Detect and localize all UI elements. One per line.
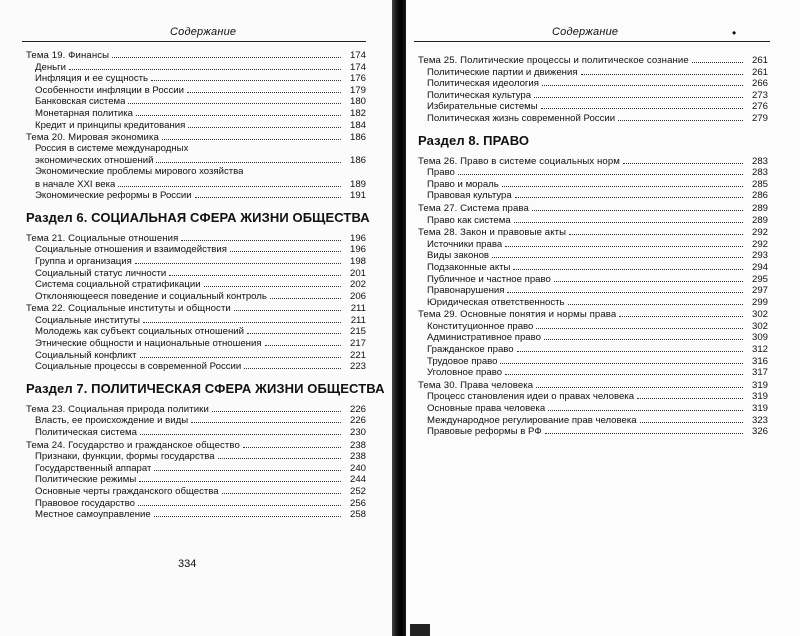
- toc-list: [418, 53, 768, 437]
- entry-title: Тема 25. Политические процессы и политическое сознание: [418, 55, 689, 66]
- entry-title: Источники права: [427, 238, 503, 250]
- toc-subentry: [418, 343, 768, 355]
- entry-page-number: 217: [349, 338, 366, 350]
- entry-page-number: 230: [349, 427, 366, 439]
- dot-leader: [500, 355, 743, 364]
- toc-subentry: [26, 154, 366, 166]
- toc-topic-entry: [418, 308, 768, 320]
- toc-list: [26, 48, 385, 521]
- entry-page-number: 226: [349, 415, 366, 427]
- toc-subentry: [418, 66, 768, 78]
- entry-page-number: 196: [349, 244, 366, 256]
- dot-leader: [492, 249, 743, 258]
- dot-leader: [536, 379, 743, 388]
- entry-page-number: 211: [350, 314, 366, 326]
- toc-subentry: [26, 485, 366, 497]
- page-number: 334: [178, 558, 197, 570]
- entry-page-number: 186: [349, 132, 366, 144]
- dot-leader: [532, 202, 743, 211]
- toc-topic-entry: [26, 49, 366, 61]
- dot-leader: [505, 366, 743, 375]
- toc-subentry: [26, 61, 366, 73]
- entry-title: Административное право: [427, 332, 541, 344]
- toc-subentry: [418, 320, 768, 332]
- dot-leader: [619, 308, 743, 317]
- entry-page-number: 297: [751, 285, 768, 297]
- entry-page-number: 189: [349, 178, 366, 190]
- dot-leader: [195, 189, 341, 198]
- entry-title: Гражданское право: [427, 344, 514, 356]
- entry-page-number: 191: [349, 190, 366, 202]
- entry-page-number: 283: [751, 167, 768, 179]
- toc-subentry: [418, 284, 768, 296]
- entry-title: Тема 26. Право в системе социальных норм: [418, 155, 620, 167]
- dot-leader: [112, 49, 341, 58]
- entry-page-number: 261: [751, 66, 768, 78]
- dot-leader: [692, 54, 743, 63]
- dot-leader: [507, 284, 743, 293]
- entry-title: Политическая система: [35, 427, 137, 439]
- entry-title: Государственный аппарат: [35, 462, 152, 474]
- entry-title: Власть, ее происхождение и виды: [35, 415, 189, 427]
- entry-page-number: 211: [350, 303, 366, 315]
- toc-subentry: [418, 402, 768, 414]
- entry-page-number: 283: [751, 155, 768, 167]
- entry-title: Политическая культура: [427, 89, 532, 101]
- entry-title: Виды законов: [427, 250, 490, 262]
- dot-leader: [505, 238, 743, 247]
- entry-page-number: 252: [349, 486, 366, 497]
- section-heading: Раздел 6. СОЦИАЛЬНАЯ СФЕРА ЖИЗНИ ОБЩЕСТВА: [26, 209, 370, 225]
- entry-title: Россия в системе международных: [35, 142, 189, 154]
- dot-leader: [230, 243, 341, 252]
- entry-title: Деньги: [35, 61, 66, 73]
- entry-page-number: 266: [751, 78, 768, 90]
- entry-page-number: 238: [349, 439, 366, 451]
- toc-topic-entry: [418, 202, 768, 214]
- entry-title: Тема 29. Основные понятия и нормы права: [418, 309, 617, 321]
- dot-leader: [541, 100, 743, 109]
- toc-subentry: [418, 425, 768, 437]
- entry-page-number: 302: [751, 320, 768, 332]
- entry-title: Конституционное право: [427, 320, 534, 332]
- dot-leader: [154, 508, 341, 517]
- entry-page-number: 293: [751, 250, 768, 262]
- entry-title: Молодежь как субъект социальных отношений: [35, 326, 245, 338]
- dot-leader: [187, 84, 341, 93]
- toc-subentry: [418, 261, 768, 273]
- entry-title: Тема 20. Мировая экономика: [26, 132, 159, 144]
- entry-title: Основные черты гражданского общества: [35, 486, 219, 497]
- toc-subentry: [26, 426, 366, 438]
- entry-page-number: 198: [349, 255, 366, 267]
- entry-page-number: 180: [349, 96, 366, 108]
- dot-leader: [118, 178, 341, 187]
- entry-title: Социальные отношения и взаимодействия: [35, 244, 227, 256]
- entry-page-number: 258: [349, 509, 366, 521]
- header-rule: [22, 41, 366, 42]
- dot-leader: [514, 214, 743, 223]
- entry-title: Тема 24. Государство и гражданское общество: [26, 439, 240, 451]
- dot-leader: [69, 61, 341, 70]
- toc-subentry: [26, 349, 366, 361]
- entry-page-number: 226: [349, 403, 366, 415]
- toc-subentry: [418, 366, 768, 378]
- entry-page-number: 312: [751, 344, 768, 356]
- toc-subentry: [418, 296, 768, 308]
- toc-subentry: [418, 390, 768, 402]
- entry-title: Местное самоуправление: [35, 509, 151, 521]
- entry-page-number: 244: [349, 474, 366, 486]
- toc-subentry: [26, 178, 366, 190]
- toc-subentry: [418, 331, 768, 343]
- dot-leader: [154, 462, 341, 471]
- entry-page-number: 240: [349, 462, 366, 474]
- toc-subentry: [26, 337, 366, 349]
- entry-page-number: 215: [349, 326, 366, 338]
- entry-page-number: 179: [349, 84, 366, 96]
- toc-subentry: [26, 497, 366, 509]
- dot-leader: [139, 473, 341, 482]
- entry-title: Политическая идеология: [427, 78, 539, 90]
- dot-leader: [542, 77, 743, 86]
- entry-title: Тема 19. Финансы: [26, 50, 110, 61]
- entry-title: Право как система: [427, 214, 511, 226]
- entry-page-number: 256: [349, 497, 366, 509]
- entry-title: Социальный конфликт: [35, 349, 137, 361]
- entry-page-number: 295: [751, 273, 768, 285]
- entry-page-number: 285: [751, 178, 768, 190]
- toc-subentry: [26, 267, 366, 279]
- toc-subentry: [26, 84, 366, 96]
- toc-subentry: [26, 72, 366, 84]
- entry-title: Тема 23. Социальная природа политики: [26, 403, 209, 415]
- toc-topic-entry: [418, 54, 768, 66]
- entry-page-number: 238: [349, 451, 366, 463]
- entry-title: Тема 30. Права человека: [418, 379, 534, 391]
- toc-subentry: [418, 273, 768, 285]
- entry-page-number: 276: [751, 101, 768, 113]
- dot-leader: [156, 154, 341, 163]
- toc-subentry: [418, 100, 768, 112]
- toc-topic-entry: [418, 226, 768, 238]
- dot-leader: [243, 439, 341, 448]
- entry-title: Политическая жизнь современной России: [427, 112, 616, 124]
- entry-title: Основные права человека: [427, 403, 546, 415]
- entry-title: Инфляция и ее сущность: [35, 73, 149, 85]
- dot-leader: [536, 320, 743, 329]
- entry-title: Публичное и частное право: [427, 273, 551, 285]
- entry-title: Уголовное право: [427, 367, 503, 379]
- entry-page-number: 223: [349, 361, 366, 373]
- dot-leader: [222, 485, 341, 494]
- entry-title: Тема 22. Социальные институты и общности: [26, 303, 231, 315]
- toc-subentry: [26, 508, 366, 520]
- toc-subentry: [418, 214, 768, 226]
- toc-subentry: [418, 166, 768, 178]
- entry-title: Этнические общности и национальные отношения: [35, 338, 262, 350]
- dot-leader: [569, 226, 743, 235]
- right-page: [406, 0, 800, 636]
- dot-leader: [218, 450, 341, 459]
- entry-page-number: 319: [751, 403, 768, 415]
- toc-subentry: [418, 77, 768, 89]
- dot-leader: [151, 72, 341, 81]
- entry-title: Международное регулирование прав человека: [427, 414, 637, 426]
- dot-leader: [135, 255, 341, 264]
- dot-leader: [270, 290, 341, 299]
- toc-topic-entry: [418, 379, 768, 391]
- entry-title: Процесс становления идеи о правах человека: [427, 391, 635, 403]
- entry-page-number: 289: [751, 214, 768, 226]
- entry-title: Признаки, функции, формы государства: [35, 451, 215, 463]
- dot-leader: [458, 166, 743, 175]
- entry-page-number: 186: [349, 155, 366, 167]
- toc-subentry: [418, 355, 768, 367]
- toc-subentry: [26, 95, 366, 107]
- entry-page-number: 317: [751, 367, 768, 379]
- toc-subentry: [418, 189, 768, 201]
- dot-leader: [534, 89, 743, 98]
- entry-page-number: 174: [349, 50, 366, 61]
- toc-topic-entry: [26, 232, 366, 244]
- entry-title: Правовое государство: [35, 497, 135, 509]
- entry-title: Правовая культура: [427, 190, 512, 202]
- entry-title: Политические режимы: [35, 474, 137, 486]
- toc-subentry: [26, 143, 366, 155]
- dot-leader: [136, 107, 341, 116]
- entry-page-number: 202: [349, 279, 366, 291]
- toc-subentry: [26, 360, 366, 372]
- running-head: Содержание: [170, 26, 237, 38]
- toc-subentry: [418, 178, 768, 190]
- entry-page-number: 176: [349, 73, 366, 85]
- dot-leader: [640, 414, 743, 423]
- toc-subentry: [418, 238, 768, 250]
- entry-title: Социальные институты: [35, 314, 141, 326]
- toc-subentry: [26, 255, 366, 267]
- dot-leader: [169, 267, 341, 276]
- entry-title: Правовые реформы в РФ: [427, 426, 542, 438]
- dot-leader: [568, 296, 743, 305]
- dot-leader: [204, 278, 341, 287]
- toc-topic-entry: [26, 403, 366, 415]
- entry-page-number: 286: [751, 190, 768, 202]
- toc-topic-entry: [26, 439, 366, 451]
- scan-artifact: [410, 624, 430, 636]
- entry-page-number: 261: [751, 55, 768, 66]
- toc-subentry: [418, 414, 768, 426]
- entry-title: в начале XXI века: [35, 178, 116, 190]
- entry-page-number: 292: [751, 227, 768, 239]
- toc-topic-entry: [26, 302, 366, 314]
- header-rule: [414, 41, 770, 42]
- entry-page-number: 292: [751, 238, 768, 250]
- entry-title: Тема 21. Социальные отношения: [26, 232, 179, 244]
- toc-subentry: [26, 290, 366, 302]
- toc-subentry: [418, 112, 768, 124]
- entry-page-number: 174: [349, 61, 366, 73]
- entry-title: Тема 28. Закон и правовые акты: [418, 227, 567, 239]
- entry-title: Монетарная политика: [35, 107, 133, 119]
- dot-leader: [188, 119, 341, 128]
- entry-page-number: 196: [349, 232, 366, 244]
- entry-title: Правонарушения: [427, 285, 505, 297]
- entry-page-number: 302: [751, 309, 768, 321]
- section-heading: Раздел 7. ПОЛИТИЧЕСКАЯ СФЕРА ЖИЗНИ ОБЩЕСТВА: [26, 380, 385, 396]
- entry-title: Избирательные системы: [427, 101, 538, 113]
- toc-subentry: [26, 166, 366, 178]
- entry-page-number: 182: [349, 107, 366, 119]
- dot-leader: [143, 314, 341, 323]
- dot-leader: [247, 325, 341, 334]
- entry-page-number: 316: [751, 355, 768, 367]
- toc-subentry: [26, 243, 366, 255]
- toc-topic-entry: [418, 155, 768, 167]
- entry-page-number: 326: [751, 426, 768, 438]
- dot-leader: [544, 331, 743, 340]
- dot-leader: [515, 189, 743, 198]
- entry-title: экономических отношений: [35, 155, 154, 167]
- toc-subentry: [26, 107, 366, 119]
- toc-subentry: [26, 278, 366, 290]
- dot-leader: [138, 497, 341, 506]
- dot-leader: [212, 403, 341, 412]
- entry-page-number: 299: [751, 296, 768, 308]
- dot-leader: [128, 95, 341, 104]
- entry-page-number: 201: [349, 267, 366, 279]
- entry-page-number: 206: [349, 290, 366, 302]
- toc-subentry: [26, 450, 366, 462]
- toc-subentry: [26, 314, 366, 326]
- entry-title: Система социальной стратификации: [35, 279, 201, 291]
- entry-title: Особенности инфляции в России: [35, 84, 184, 96]
- dot-leader: [191, 414, 341, 423]
- toc-subentry: [26, 189, 366, 201]
- dot-leader: [618, 112, 743, 121]
- toc-topic-entry: [26, 131, 366, 143]
- entry-page-number: 221: [349, 349, 366, 361]
- toc-subentry: [26, 325, 366, 337]
- entry-page-number: 323: [751, 414, 768, 426]
- entry-title: Подзаконные акты: [427, 261, 511, 273]
- dot-leader: [234, 302, 341, 311]
- entry-title: Юридическая ответственность: [427, 296, 565, 308]
- toc-subentry: [26, 462, 366, 474]
- toc-subentry: [26, 414, 366, 426]
- entry-title: Кредит и принципы кредитования: [35, 119, 186, 131]
- dot-leader: [581, 66, 743, 75]
- left-page: [0, 0, 393, 636]
- entry-title: Экономические реформы в России: [35, 190, 192, 202]
- dot-leader: [265, 337, 341, 346]
- entry-page-number: 319: [751, 379, 768, 391]
- dot-leader: [502, 178, 743, 187]
- entry-title: Право и мораль: [427, 178, 499, 190]
- dot-leader: [637, 390, 743, 399]
- entry-page-number: 319: [751, 391, 768, 403]
- dot-leader: [545, 425, 743, 434]
- entry-page-number: 309: [751, 332, 768, 344]
- dot-leader: [554, 273, 743, 282]
- running-head: Содержание: [552, 26, 619, 38]
- entry-page-number: 289: [751, 202, 768, 214]
- dot-leader: [517, 343, 743, 352]
- entry-title: Отклоняющееся поведение и социальный контроль: [35, 290, 267, 302]
- entry-title: Право: [427, 167, 455, 179]
- section-heading: Раздел 8. ПРАВО: [418, 132, 530, 148]
- corner-mark: •: [732, 26, 737, 40]
- dot-leader: [140, 426, 341, 435]
- entry-title: Трудовое право: [427, 355, 498, 367]
- entry-title: Экономические проблемы мирового хозяйства: [35, 165, 244, 177]
- dot-leader: [140, 349, 341, 358]
- entry-page-number: 184: [349, 119, 366, 131]
- dot-leader: [513, 261, 743, 270]
- dot-leader: [548, 402, 743, 411]
- entry-page-number: 273: [751, 89, 768, 101]
- toc-subentry: [26, 473, 366, 485]
- entry-page-number: 279: [751, 112, 768, 124]
- dot-leader: [162, 131, 341, 140]
- toc-subentry: [26, 119, 366, 131]
- entry-page-number: 294: [751, 261, 768, 273]
- entry-title: Банковская система: [35, 96, 126, 108]
- dot-leader: [244, 360, 341, 369]
- entry-title: Политические партии и движения: [427, 66, 578, 78]
- toc-subentry: [418, 89, 768, 101]
- entry-title: Тема 27. Система права: [418, 202, 529, 214]
- dot-leader: [181, 232, 341, 241]
- entry-title: Социальный статус личности: [35, 267, 167, 279]
- entry-title: Социальные процессы в современной России: [35, 361, 242, 373]
- toc-subentry: [418, 249, 768, 261]
- dot-leader: [623, 155, 743, 164]
- entry-title: Группа и организация: [35, 255, 132, 267]
